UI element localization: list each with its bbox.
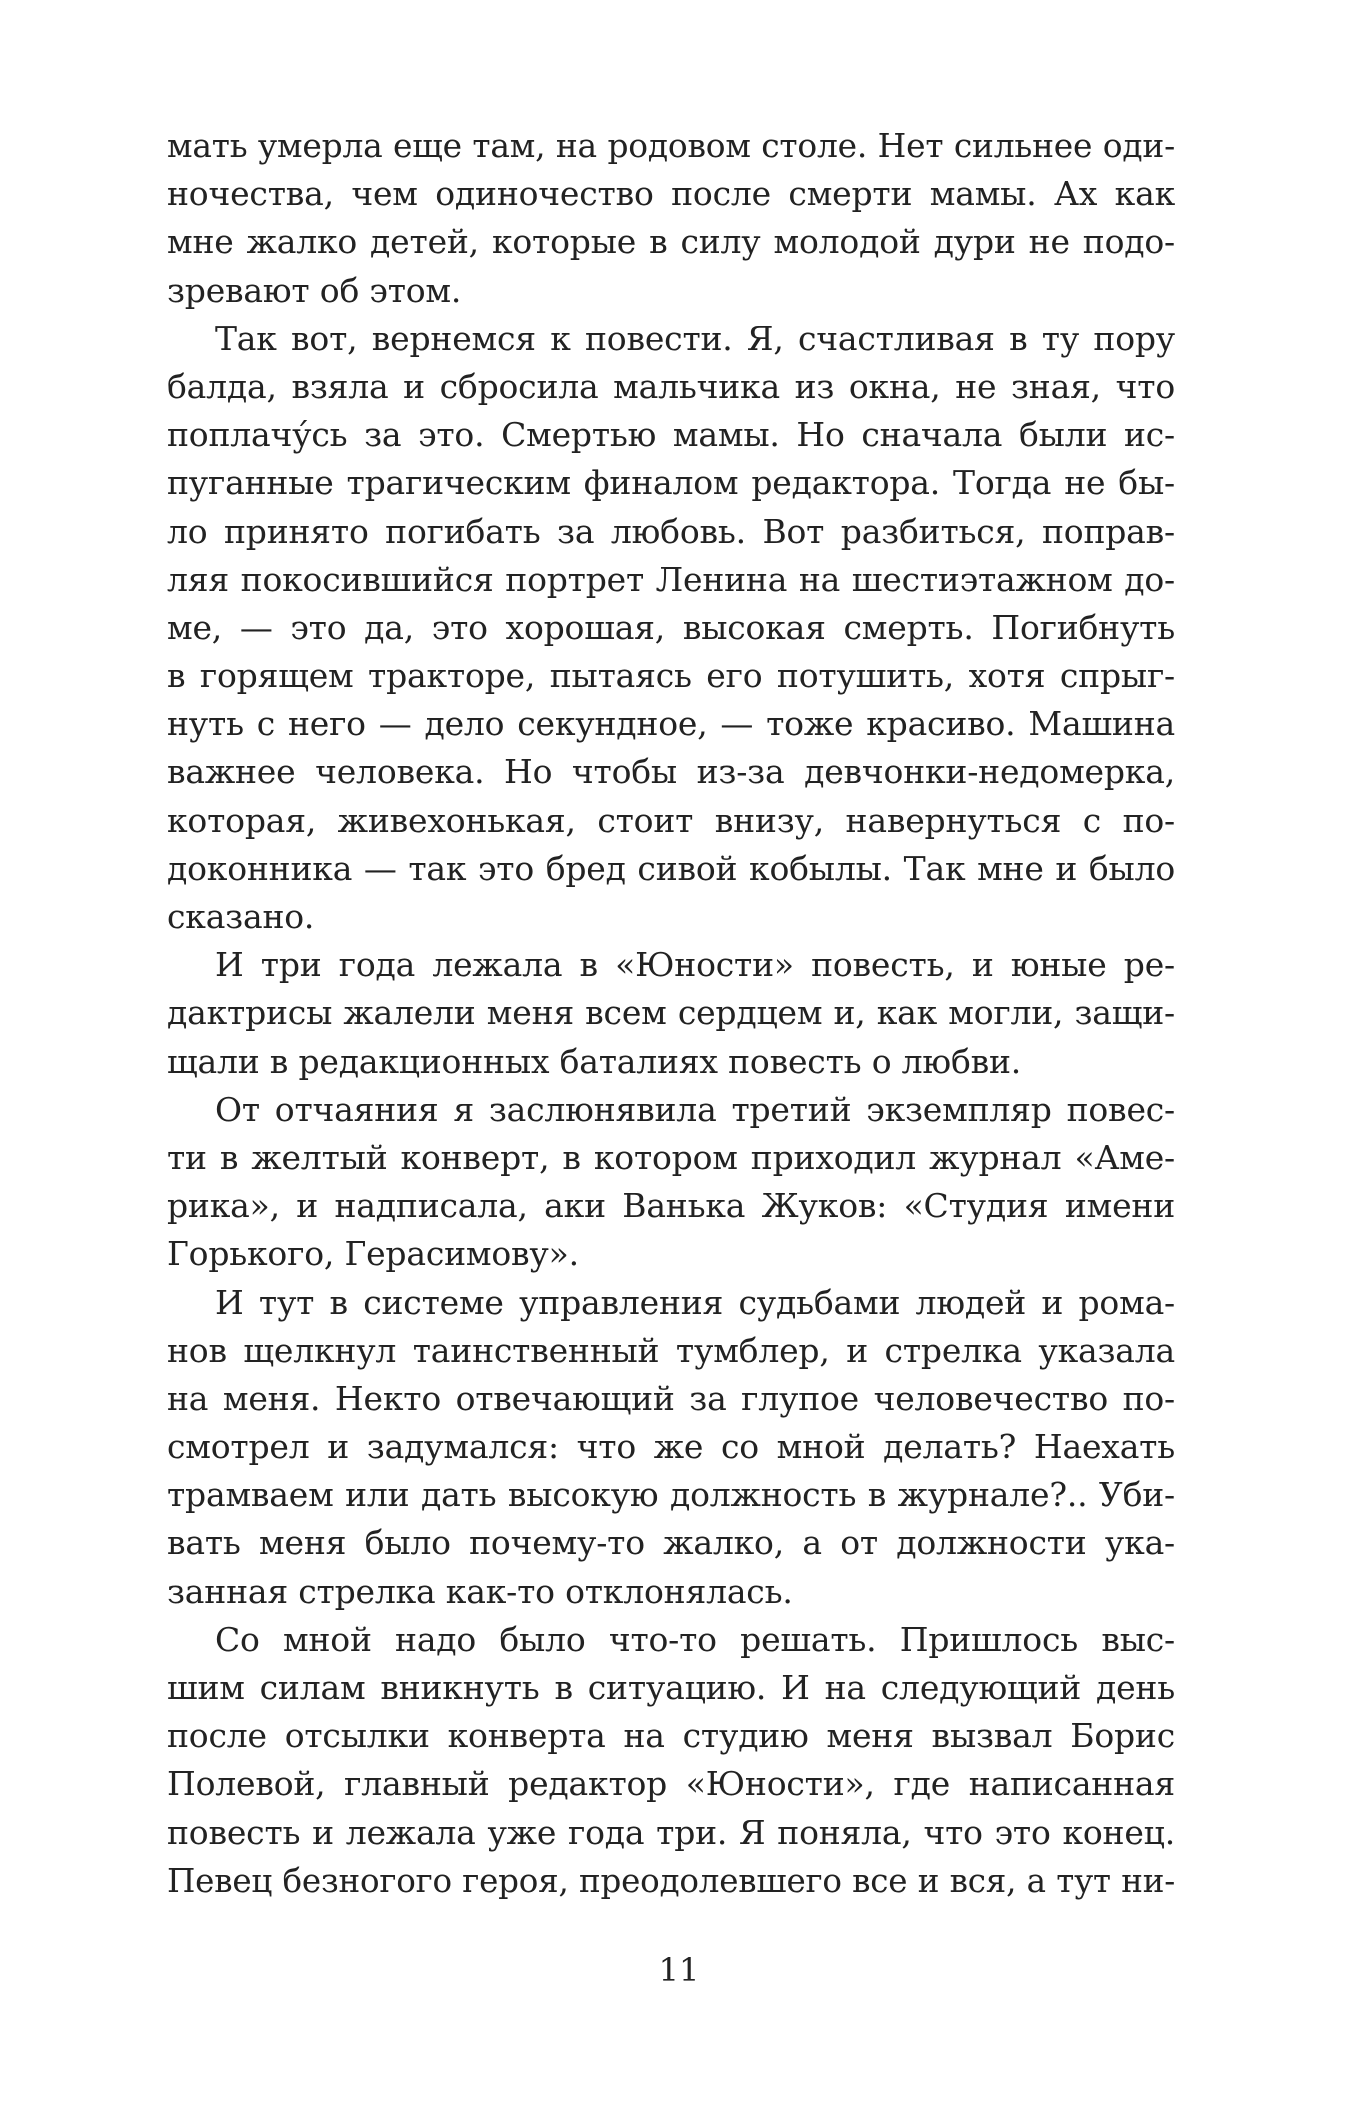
text-line: дактрисы жалели меня всем сердцем и, как могли, защи- bbox=[167, 993, 1175, 1033]
text-line: поплачу́сь за это. Смертью мамы. Но сначала были ис- bbox=[167, 415, 1175, 455]
text-line: доконника — так это бред сивой кобылы. Так мне и было bbox=[167, 848, 1175, 888]
text-line: зревают об этом. bbox=[167, 270, 462, 310]
text-line: мать умерла еще там, на родовом столе. Нет сильнее оди- bbox=[167, 126, 1175, 165]
text-line: нов щелкнул таинственный тумблер, и стрелка указала bbox=[167, 1330, 1175, 1370]
text-line: мне жалко детей, которые в силу молодой дури не подо- bbox=[167, 222, 1175, 262]
text-line: Горького, Герасимову». bbox=[167, 1234, 579, 1274]
text-line: рика», и надписала, аки Ванька Жуков: «Студия имени bbox=[167, 1186, 1175, 1226]
text-line: занная стрелка как-то отклонялась. bbox=[167, 1571, 793, 1611]
text-line: Так вот, вернемся к повести. Я, счастливая в ту пору bbox=[215, 318, 1175, 358]
text-line: нуть с него — дело секундное, — тоже красиво. Машина bbox=[167, 704, 1175, 744]
text-line: И три года лежала в «Юности» повесть, и юные ре- bbox=[215, 945, 1175, 985]
text-line: трамваем или дать высокую должность в журнале?.. Уби- bbox=[167, 1475, 1175, 1515]
text-line: на меня. Некто отвечающий за глупое человечество по- bbox=[167, 1378, 1175, 1418]
text-line: смотрел и задумался: что же со мной делать? Наехать bbox=[167, 1427, 1175, 1467]
text-line: которая, живехонькая, стоит внизу, навернуться с по- bbox=[167, 800, 1175, 840]
text-line: ло принято погибать за любовь. Вот разбиться, поправ- bbox=[167, 511, 1175, 551]
text-line: Полевой, главный редактор «Юности», где написанная bbox=[167, 1764, 1175, 1804]
text-line: От отчаяния я заслюнявила третий экземпляр повес- bbox=[215, 1089, 1175, 1129]
text-line: ляя покосившийся портрет Ленина на шестиэтажном до- bbox=[167, 559, 1175, 599]
text-line: вать меня было почему-то жалко, а от должности ука- bbox=[167, 1523, 1175, 1563]
text-line: сказано. bbox=[167, 897, 315, 936]
text-line: щали в редакционных баталиях повесть о любви. bbox=[167, 1041, 1022, 1081]
text-line: повесть и лежала уже года три. Я поняла, что это конец. bbox=[167, 1812, 1175, 1852]
page-number: 11 bbox=[658, 1951, 700, 1989]
text-line: ме, — это да, это хорошая, высокая смерть. Погибнуть bbox=[167, 607, 1175, 647]
text-line: Певец безногого героя, преодолевшего все и вся, а тут ни- bbox=[167, 1861, 1175, 1900]
text-line: И тут в системе управления судьбами людей и рома- bbox=[215, 1282, 1175, 1322]
text-line: шим силам вникнуть в ситуацию. И на следующий день bbox=[167, 1668, 1175, 1707]
text-line: после отсылки конверта на студию меня вызвал Борис bbox=[167, 1716, 1175, 1756]
text-line: ти в желтый конверт, в котором приходил журнал «Аме- bbox=[167, 1137, 1175, 1177]
text-line: пуганные трагическим финалом редактора. Тогда не бы- bbox=[167, 463, 1175, 503]
body-text bbox=[167, 122, 1175, 1905]
text-line: Со мной надо было что-то решать. Пришлось выс- bbox=[215, 1619, 1175, 1659]
text-line: важнее человека. Но чтобы из-за девчонки-недомерка, bbox=[167, 752, 1175, 792]
text-line: ночества, чем одиночество после смерти мамы. Ах как bbox=[167, 174, 1175, 214]
text-line: в горящем тракторе, пытаясь его потушить, хотя спрыг- bbox=[167, 656, 1175, 696]
text-line: балда, взяла и сбросила мальчика из окна, не зная, что bbox=[167, 366, 1175, 406]
